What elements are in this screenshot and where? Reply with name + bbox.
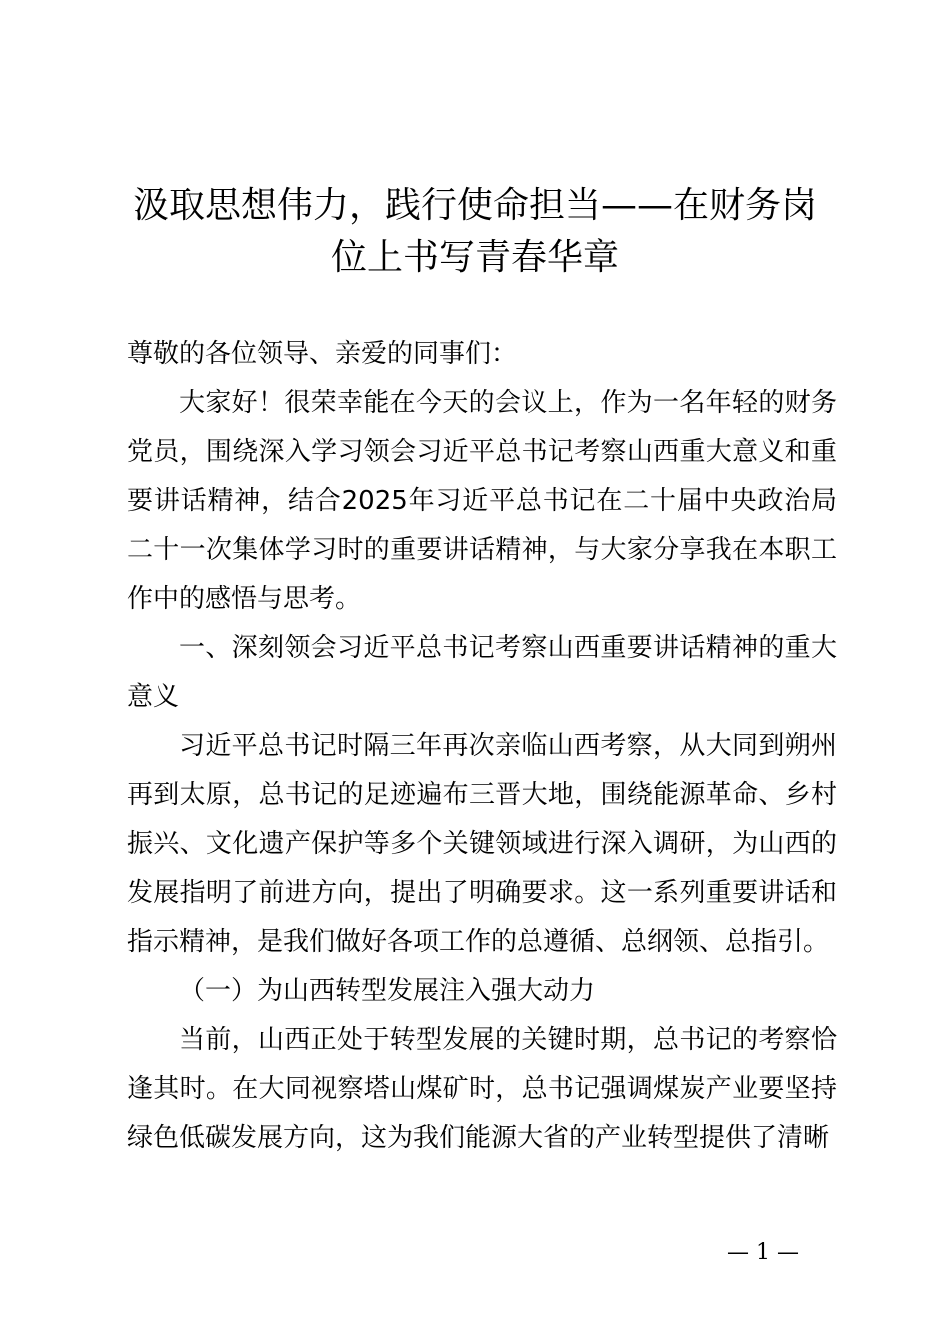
paragraph-significance: 习近平总书记时隔三年再次亲临山西考察，从大同到朔州再到太原，总书记的足迹遍布三晋大地，围绕能源革命、乡村振兴、文化遗产保护等多个关键领域进行深入调研，为山西的发展指明了前进方向，提出了明确要求。这一系列重要讲话和指示精神，是我们做好各项工作的总遵循、总纲领、总指引。 [127,731,837,957]
paragraph-intro: 大家好！很荣幸能在今天的会议上，作为一名年轻的财务党员，围绕深入学习领会习近平总书记考察山西重大意义和重要讲话精神，结合2025年习近平总书记在二十届中央政治局二十一次集体学习时的重要讲话精神，与大家分享我在本职工作中的感悟与思考。 [127,388,837,614]
page-number: — 1 — [727,1240,799,1265]
subsection-heading-1: （一）为山西转型发展注入强大动力 [179,976,596,1006]
document-body [127,330,837,1163]
title-line-1: 汲取思想伟力，践行使命担当——在财务岗 [132,185,817,226]
paragraph-transformation: 当前，山西正处于转型发展的关键时期，总书记的考察恰逢其时。在大同视察塔山煤矿时，总书记强调煤炭产业要坚持绿色低碳发展方向，这为我们能源大省的产业转型提供了清晰 [127,1025,837,1153]
document-title [110,180,840,284]
section-heading-1: 一、深刻领会习近平总书记考察山西重要讲话精神的重大意义 [127,633,837,712]
salutation: 尊敬的各位领导、亲爱的同事们： [127,339,518,369]
title-line-2: 位上书写青春华章 [330,237,619,278]
